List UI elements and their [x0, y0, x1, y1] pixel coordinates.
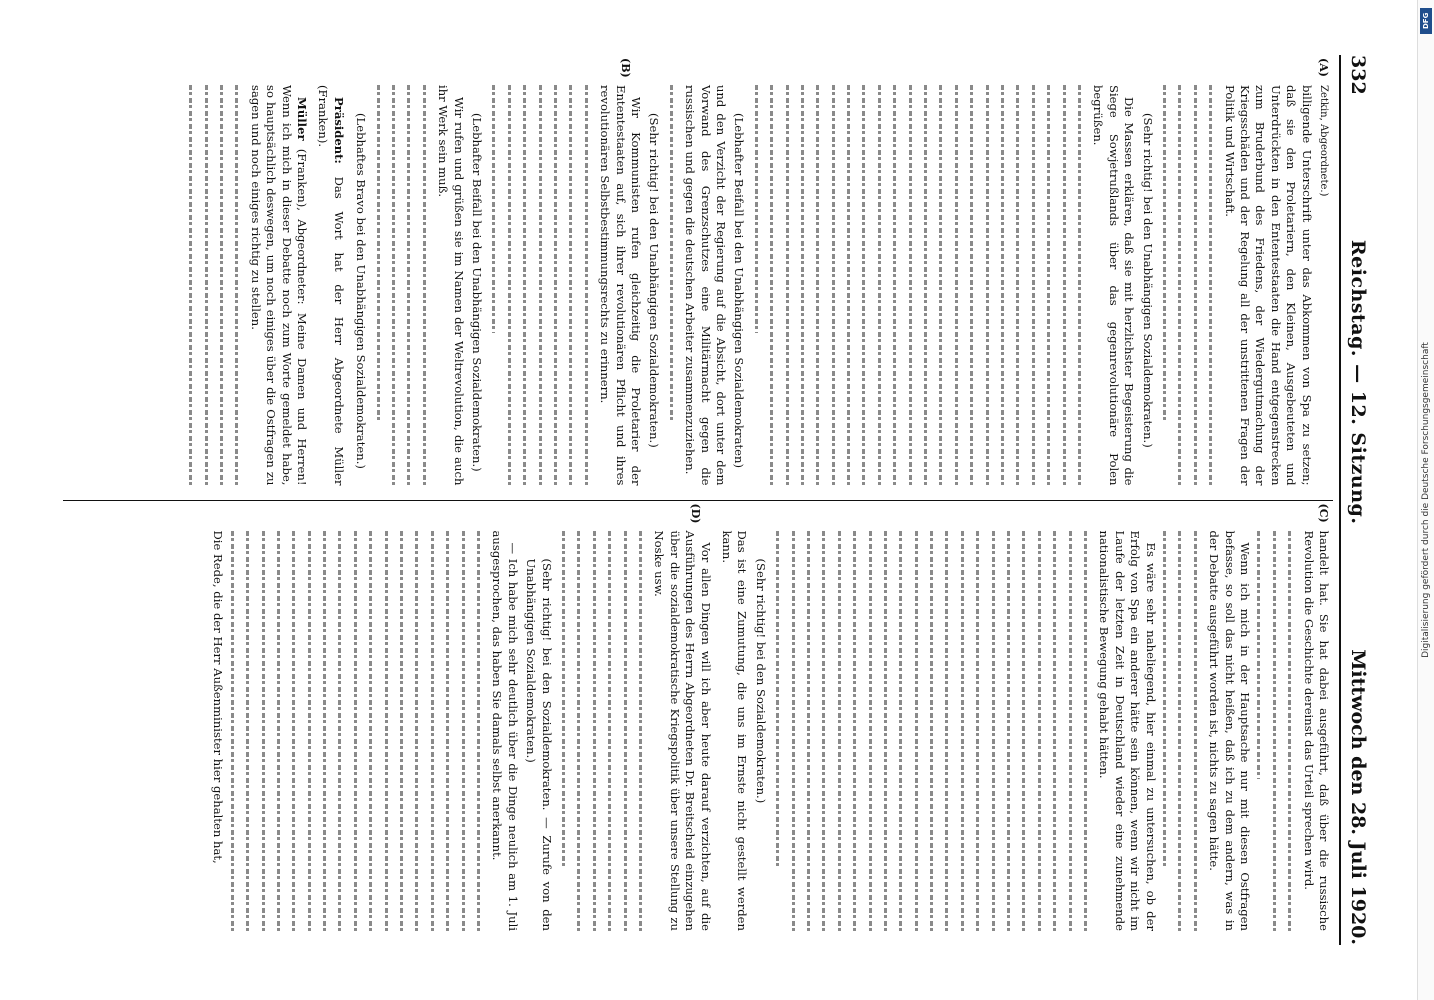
text-line — [1158, 85, 1173, 421]
text-line — [425, 531, 440, 932]
text-line — [955, 531, 970, 932]
digitization-credit — [1417, 0, 1434, 1000]
text-line — [863, 531, 878, 932]
text-line — [1188, 531, 1203, 932]
page-title: Reichstag. — 12. Sitzung. — [1347, 239, 1369, 525]
text-line — [848, 531, 863, 932]
session-date: Mittwoch den 28. Juli 1920. — [1347, 649, 1369, 945]
text-line — [934, 85, 949, 486]
text-line — [765, 85, 780, 486]
text-line — [1011, 85, 1026, 486]
text-line — [980, 85, 995, 486]
text-line — [780, 85, 795, 486]
paragraph: — Ich habe mich sehr deutlich über die Dinge neulich am 1. Juli ausgesprochen, das haben Sie damals selbst anerkannt. — [490, 530, 520, 931]
credit-text: Digitalisierung gefördert durch die Deutsche Forschungsgemeinschaft — [1421, 342, 1431, 658]
text-line — [1073, 85, 1088, 486]
speaker-continuation: Zetkin, Abgeordnete.) — [1318, 85, 1329, 197]
text-line — [786, 531, 801, 932]
text-line — [1283, 531, 1298, 932]
text-line — [1002, 531, 1017, 932]
text-line — [272, 531, 287, 932]
text-line — [826, 85, 841, 486]
text-line — [1032, 531, 1047, 932]
text-line — [587, 531, 602, 932]
text-line — [371, 85, 386, 421]
text-line — [618, 531, 633, 932]
paragraph: und den Verzicht der Regierung auf die Absicht, dort unter dem Vorwand des Grenzschutzes eine Militärmacht gegen die russischen und gegen die deutschen Arbeiter zusammenzuziehen. — [683, 85, 728, 486]
text-line — [441, 531, 456, 932]
paragraph: billigende Unterschrift unter das Abkommen von Spa zu setzen; daß sie den Proletariern, den Kleinen, Ausgebeuteten und Unterdrückten in den Ententestaaten die Hand entgegenstrecken zum Bruderbund des Friedens, der Wiedergutmachung der Kriegsschäden und der Regelung all der unstrittenen Fragen der Politik und Wirtschaft. — [1222, 85, 1314, 486]
text-line — [472, 531, 487, 932]
text-line — [572, 531, 587, 932]
text-line — [996, 85, 1011, 486]
text-line — [1252, 531, 1267, 779]
paragraph: Das ist eine Zumutung, die uns im Ernste nicht gestellt werden kann. — [719, 530, 750, 931]
interjection: (Lebhafter Beifall bei den Unabhängigen Sozialdemokraten.) — [470, 113, 484, 472]
text-line — [387, 85, 402, 486]
text-line — [940, 531, 955, 932]
text-line — [318, 531, 333, 932]
text-line — [199, 85, 214, 486]
president-label: Präsident: — [331, 97, 346, 164]
text-line — [1158, 531, 1173, 867]
speech-text: (Franken), Abgeordneter: Meine Damen und Herren! Wenn ich mich in dieser Debatte noch zum Worte gemeldet habe, so hauptsächlich deswegen, um noch einiges über die Ostfragen zu sagen und noch einiges richtig zu stellen. — [248, 85, 309, 486]
text-line — [1057, 85, 1072, 486]
text-line — [771, 531, 786, 867]
text-line — [1017, 531, 1032, 932]
interjection: (Sehr richtig! bei den Unabhängigen Sozialdemokraten.) — [647, 113, 662, 448]
interjection: (Lebhaftes Bravo bei den Unabhängigen Sozialdemokraten.) — [354, 113, 369, 469]
interjection: (Sehr richtig! bei den Sozialdemokraten.) — [753, 558, 768, 804]
paragraph: Wir rufen und grüßen sie im Namen der Weltrevolution, die auch ihr Werk sein muß. — [436, 85, 466, 486]
text-line — [832, 531, 847, 932]
text-line — [549, 85, 564, 486]
president-remark — [315, 85, 346, 486]
text-line — [879, 531, 894, 932]
text-line — [986, 531, 1001, 932]
text-line — [402, 85, 417, 486]
text-line — [579, 85, 594, 486]
margin-marker-b: (B) — [619, 58, 632, 78]
text-line — [395, 531, 410, 932]
text-line — [1063, 531, 1078, 932]
text-line — [184, 85, 199, 486]
text-line — [225, 531, 240, 932]
text-line — [557, 531, 572, 867]
margin-marker-c: (C) — [1317, 503, 1330, 523]
text-line — [348, 531, 363, 932]
text-line — [873, 85, 888, 486]
text-line — [456, 531, 471, 932]
text-line — [857, 85, 872, 486]
paragraph: Wenn ich mich in der Hauptsache nur mit diesen Ostfragen befasse, so soll das nicht heißen, daß ich zu dem andern, was in der Debatte ausgeführt worden ist, nichts zu sagen hätte. — [1207, 530, 1253, 931]
text-line — [410, 531, 425, 932]
text-line — [925, 531, 940, 932]
speech-start — [247, 85, 309, 486]
text-line — [364, 531, 379, 932]
text-line — [1204, 85, 1219, 486]
text-line — [903, 85, 918, 486]
text-line — [417, 85, 432, 486]
text-line — [1042, 85, 1057, 486]
text-line — [1079, 531, 1094, 932]
text-line — [888, 85, 903, 486]
dfg-logo: DFG — [1420, 8, 1432, 34]
text-line — [949, 85, 964, 486]
text-line — [230, 85, 245, 486]
margin-marker-d: (D) — [689, 503, 702, 524]
text-line — [749, 85, 764, 333]
text-line — [502, 85, 517, 486]
paragraph: handelt hat. Sie hat dabei ausgeführt, daß über die russische Revolution die Geschichte dereinst das Urteil sprechen wird. — [1301, 530, 1331, 931]
interjection: (Lebhafter Beifall bei den Unabhängigen Sozialdemokraten) — [732, 113, 747, 469]
text-line — [1026, 85, 1041, 486]
text-line — [811, 85, 826, 486]
text-line — [287, 531, 302, 932]
interjection: (Sehr richtig! bei den Sozialdemokraten. — Zurufe von den Unabhängigen Sozialdemokraten.) — [524, 558, 554, 931]
text-line — [215, 85, 230, 486]
speaker-name: Müller — [295, 97, 309, 141]
paragraph: Die Rede, die der Herr Außenminister hier gehalten hat, — [211, 530, 226, 864]
text-line — [909, 531, 924, 932]
text-line — [564, 85, 579, 486]
running-head — [1339, 55, 1369, 945]
right-column — [63, 500, 1333, 946]
text-line — [817, 531, 832, 932]
paragraph: Die Massen erklären, daß sie mit herzlichster Begeisterung die Siege Sowjetrußlands über das gegenrevolutionäre Polen begrüßen. — [1091, 85, 1137, 486]
page-number: 332 — [1347, 55, 1369, 95]
paragraph: Es wäre sehr naheliegend, hier einmal zu untersuchen, ob der Erfolg von Spa ein anderer hätte sein können, wenn wir nicht im Laufe der letzten Zeit in Deutschland wieder eine zunehmende nationalistische Bewegung gehabt hätten. — [1097, 530, 1158, 931]
text-line — [256, 531, 271, 932]
text-line — [333, 531, 348, 932]
text-line — [1173, 531, 1188, 932]
text-line — [664, 85, 679, 421]
paragraph: Wir Kommunisten rufen gleichzeitig die Proletarier der Ententestaaten auf, sich ihrer revolutionären Pflicht und ihres revolutionären Selbstbestimmungsrechts zu erinnern. — [598, 85, 643, 486]
text-line — [603, 531, 618, 932]
text-line — [971, 531, 986, 932]
text-line — [1173, 85, 1188, 486]
text-line — [1267, 531, 1282, 932]
text-line — [802, 531, 817, 932]
paragraph: Vor allen Dingen will ich aber heute darauf verzichten, auf die Ausführungen des Herrn Abgeordneten Dr. Breitscheid einzugehen über die sozialdemokratische Kriegspolitik über unsere Stellung zu Noske usw. — [652, 530, 713, 931]
text-line — [894, 531, 909, 932]
left-column — [63, 55, 1333, 500]
text-line — [842, 85, 857, 486]
text-line — [379, 531, 394, 932]
interjection: (Sehr richtig! bei den Unabhängigen Sozialdemokraten.) — [1140, 113, 1155, 448]
text-columns — [63, 55, 1333, 945]
text-line — [919, 85, 934, 486]
text-line — [533, 85, 548, 486]
text-line — [634, 531, 649, 932]
text-line — [1188, 85, 1203, 486]
text-line — [796, 85, 811, 486]
text-line — [965, 85, 980, 486]
text-line — [302, 531, 317, 932]
text-line — [241, 531, 256, 932]
margin-marker-a: (A) — [1317, 58, 1330, 77]
rotated-page — [37, 25, 1397, 975]
text-line — [487, 85, 502, 333]
text-line — [1048, 531, 1063, 932]
president-text: Das Wort hat der Herr Abgeordnete Müller (Franken). — [316, 85, 346, 486]
text-line — [518, 85, 533, 486]
